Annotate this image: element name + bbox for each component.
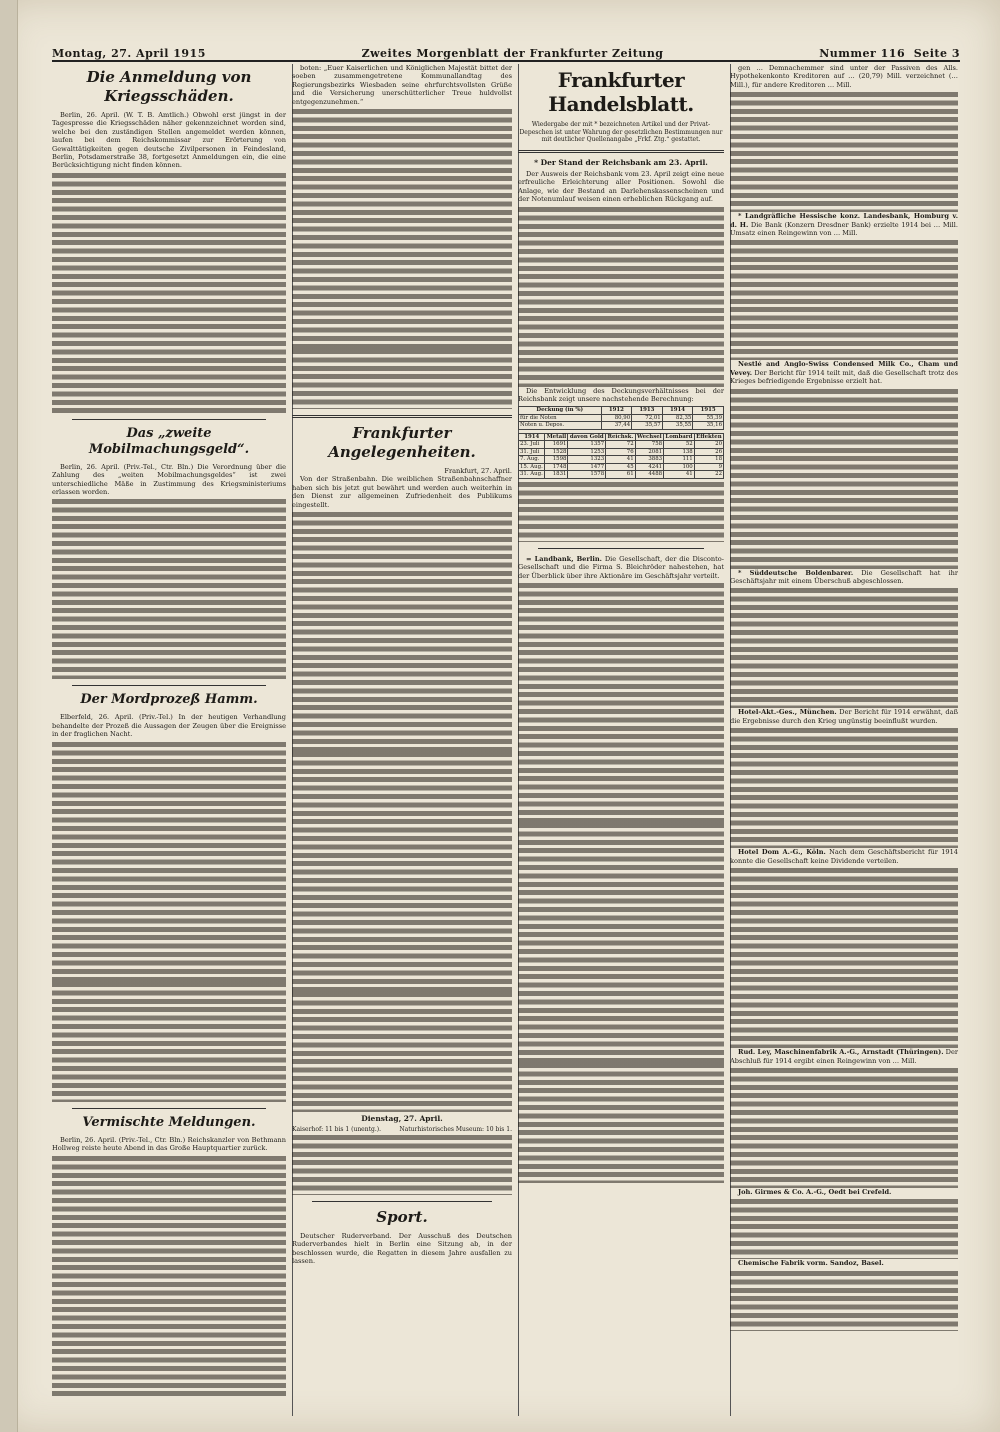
table-row — [519, 422, 724, 430]
column-1 — [52, 64, 293, 1416]
local-news-body — [292, 512, 512, 752]
article-reichsbank-text: Der Ausweis der Reichsbank vom 23. April zeigt eine neue erfreuliche Erleichterung aller Positionen. Sowohl die Anlage, wie der Bestand an Darlehenskassenscheinen und der Notenumlauf weisen einen erheblichen Rückgang auf. — [518, 169, 724, 204]
schedule — [292, 1126, 512, 1134]
table-deckung — [518, 406, 724, 430]
table-header-cell: 1915 — [693, 407, 724, 415]
table-cell: 3883 — [635, 456, 663, 464]
table-cell: 72 — [606, 441, 636, 449]
article-ley-body — [730, 1068, 958, 1188]
table-cell: 1748 — [545, 463, 568, 471]
column-3 — [518, 64, 731, 1416]
article-girmes: Joh. Girmes & Co. A.-G., Oedt bei Crefeld. — [738, 1187, 892, 1196]
article-landbank-text: = Landbank, Berlin. Die Gesellschaft, der die Disconto-Gesellschaft und die Firma S. Bleichröder nahestehen, hat der Überblick über ihre Aktionäre im Geschäftsjahr verteilt. — [518, 554, 724, 580]
article-landesbank: * Landgräfliche Hessische konz. Landesbank, Homburg v. d. H. Die Bank (Konzern Dresdner Bank) erzielte 1914 bei … Mill. Umsatz einen Reingewinn von … Mill. — [730, 212, 958, 238]
table-cell: 138 — [664, 448, 695, 456]
table-cell: 35,16 — [693, 422, 724, 430]
header-page-number: Nummer 116 Seite 3 — [819, 47, 960, 60]
divider — [72, 1108, 266, 1109]
section-divider — [518, 150, 724, 153]
table-cell: 82,35 — [662, 414, 693, 422]
table-cell: 72,01 — [632, 414, 663, 422]
table-cell: 80,90 — [601, 414, 632, 422]
table-cell: 20 — [694, 441, 723, 449]
schedule-right: Naturhistorisches Museum: 10 bis 1. — [399, 1126, 512, 1134]
table-header-cell: 1914 — [519, 433, 545, 441]
table-cell: 41 — [606, 456, 636, 464]
headline-kriegsschaeden: Die Anmeldung von Kriegsschäden. — [86, 68, 252, 105]
table-cell: 23. Juli — [519, 441, 545, 449]
section-divider — [292, 415, 512, 418]
table-cell: 2081 — [635, 448, 663, 456]
article-kriegsschaeden-text: Berlin, 26. April. (W. T. B. Amtlich.) Obwohl erst jüngst in der Tagespresse die Kriegsschäden näher gekennzeichnet worden sind, welche bei den zuständigen Stellen angemeldet werden können, laufen bei dem Reichskommissar zur Erörterung von Gewalttätigkeiten gegen deutsche Zivilpersonen in Feindesland, Berlin, Potsdamerstraße 38, fortgesetzt Anmeldungen ein, die eine Berücksichtigung nicht finden können. — [52, 111, 286, 170]
table-row — [519, 463, 724, 471]
facing-page-margin — [0, 0, 18, 1432]
table-header-cell: Reichsk. — [607, 433, 634, 440]
headline-mordprozess: Der Mordprozeß Hamm. — [80, 692, 258, 708]
article-hotel-dom-body — [730, 868, 958, 1048]
table-cell: 4241 — [635, 463, 663, 471]
table-cell: 1528 — [545, 448, 568, 456]
table-cell: 37,44 — [601, 422, 632, 430]
article-landesbank-body — [730, 240, 958, 360]
handelsblatt-notice: Wiedergabe der mit * bezeichneten Artikel und der Privat-Depeschen ist unter Wahrung der gesetzlichen Bestimmungen nur mit deutlicher Quellenangabe „Frkf. Ztg.“ gestattet. — [519, 121, 723, 143]
article-mobilmachungsgeld-text: Berlin, 26. April. (Priv.-Tel., Ctr. Bln.) Die Verordnung über die Zahlung des „weiten Mobilmachungsgeldes“ ist zwei unterschiedliche Mäße in Zustimmung des Kriegsministeriums erlassen worden. — [52, 462, 286, 497]
table-header-cell: Wechsel — [636, 433, 662, 440]
table-cell: 7. Aug. — [519, 456, 545, 464]
article-vermischte-body — [52, 1156, 286, 1396]
table-cell: 45 — [606, 463, 636, 471]
divider — [312, 1201, 492, 1202]
article-hotel-dom: Hotel Dom A.-G., Köln. Nach dem Geschäftsbericht für 1914 konnte die Gesellschaft keine Dividende verteilen. — [730, 848, 958, 865]
table-cell: 4488 — [635, 471, 663, 479]
table-cell: 22 — [694, 471, 723, 479]
table-cell: 41 — [664, 471, 695, 479]
table-notes — [518, 482, 724, 542]
article-ruderverband-text: Deutscher Ruderverband. Der Ausschuß des Deutschen Ruderverbandes hielt in Berlin eine Sitzung ab, in der beschlossen wurde, die Regatten in diesem Jahre ausfallen zu lassen. — [292, 1231, 512, 1266]
local-news-body-3 — [292, 992, 512, 1112]
article-girmes-body — [730, 1199, 958, 1259]
local-news-body-2 — [292, 752, 512, 992]
column-4 — [730, 64, 958, 1416]
table-cell: 111 — [664, 456, 695, 464]
table-cell: 9 — [694, 463, 723, 471]
article-ley: Rud. Ley, Maschinenfabrik A.-G., Arnstadt (Thüringen). Der Abschluß für 1914 ergibt einen Reingewinn von … Mill. — [730, 1048, 958, 1065]
table-header-cell: davon Gold — [569, 433, 604, 440]
table-cell: 1831 — [545, 471, 568, 479]
table-header-cell: 1913 — [632, 407, 663, 415]
article-continued-body — [292, 109, 512, 349]
divider — [538, 548, 704, 549]
article-continued-body-2 — [292, 349, 512, 409]
table-cell: 1357 — [568, 441, 606, 449]
header-date: Montag, 27. April 1915 — [52, 47, 206, 60]
table-cell: 1323 — [568, 456, 606, 464]
article-continued-text: gen … Demnachemmer sind unter der Passiven des Alls. Hypothekenkonto Kreditoren auf … (20,79) Mill. verzeichnet (… Mill.), für andere Kreditoren … Mill. — [730, 64, 958, 89]
table-deckung-caption: Die Entwicklung des Deckungsverhältnisses bei der Reichsbank zeigt unsere nachstehende Berechnung: — [518, 386, 724, 403]
headline-vermischte: Vermischte Meldungen. — [82, 1114, 256, 1130]
table-reichsbank-positions — [518, 433, 724, 479]
table-cell: 35,55 — [662, 422, 693, 430]
article-sandoz-body — [730, 1271, 958, 1331]
headline-handelsblatt: Frankfurter Handelsblatt. — [548, 68, 694, 116]
divider — [72, 419, 266, 420]
table-cell: 1253 — [568, 448, 606, 456]
article-mordprozess-text: Elberfeld, 26. April. (Priv.-Tel.) In der heutigen Verhandlung behandelte der Prozeß die Aussagen der Zeugen über die Ereignisse in der fraglichen Nacht. — [52, 713, 286, 739]
table-cell: 35,57 — [632, 422, 663, 430]
article-mordprozess-body-2 — [52, 982, 286, 1102]
page-header — [52, 44, 960, 62]
schedule-left: Kaiserhof: 11 bis 1 (unentg.). — [292, 1126, 382, 1134]
article-reichsbank-body — [518, 207, 724, 387]
table-cell: 76 — [606, 448, 636, 456]
table-header-cell: 1914 — [662, 407, 693, 415]
article-boldenbarer: * Süddeutsche Boldenbarer. Die Gesellschaft hat ihr Geschäftsjahr mit einem Überschuß abgeschlossen. — [730, 568, 958, 586]
table-cell: 1691 — [545, 441, 568, 449]
article-landbank-body-2 — [518, 823, 724, 1063]
table-row — [519, 441, 724, 449]
article-kriegsschaeden-body — [52, 173, 286, 413]
article-mobilmachungsgeld-body — [52, 499, 286, 679]
article-hotel-muenchen: Hotel-Akt.-Ges., München. Der Bericht für 1914 erwähnt, daß die Ergebnisse durch den Krieg ungünstig beeinflußt wurden. — [730, 708, 958, 725]
article-nestle-body — [730, 389, 958, 569]
article-nestle: Nestlé and Anglo-Swiss Condensed Milk Co., Cham und Vevey. Der Bericht für 1914 teilt mit, daß die Gesellschaft trotz des Krieges befriedigende Ergebnisse erzielt hat. — [730, 360, 958, 386]
article-mordprozess-body — [52, 742, 286, 982]
table-row — [519, 448, 724, 456]
article-sandoz: Chemische Fabrik vorm. Sandoz, Basel. — [738, 1259, 884, 1268]
table-cell: 61 — [606, 471, 636, 479]
table-header-cell: Effekten — [696, 433, 722, 440]
table-row — [519, 456, 724, 464]
schedule-title: Dienstag, 27. April. — [361, 1114, 443, 1124]
article-strassenbahn-text: Von der Straßenbahn. Die weiblichen Straßenbahnschaffner haben sich bis jetzt gut bewährt und werden auch weiterhin in den Dienst zur allgemeinen Zufriedenheit des Publikums eingestellt. — [292, 475, 512, 509]
table-cell: 26 — [694, 448, 723, 456]
article-wiesbaden-text: boten: „Euer Kaiserlichen und Königlichen Majestät bittet der soeben zusammengetretene Kommunallandtag des Regierungsbezirks Wiesbaden seine ehrfurchtsvollsten Grüße und die Versicherung unerschütterlicher Treue huldvollst entgegenzunehmen.“ — [292, 64, 512, 106]
table-row — [519, 471, 724, 479]
headline-sport: Sport. — [376, 1207, 428, 1226]
table-header-cell: Deckung (in %) — [519, 407, 602, 415]
table-header-cell: 1912 — [601, 407, 632, 415]
table-cell: Noten u. Depos. — [519, 422, 602, 430]
table-header-cell: Lombard — [665, 433, 693, 440]
headline-mobilmachungsgeld: Das „zweite Mobilmachungsgeld“. — [88, 425, 250, 457]
table-header-cell: Metall — [546, 433, 567, 440]
column-2 — [292, 64, 519, 1416]
table-cell: für die Noten — [519, 414, 602, 422]
table-cell: 52 — [664, 441, 695, 449]
table-cell: 31. Juli — [519, 448, 545, 456]
headline-reichsbank: * Der Stand der Reichsbank am 23. April. — [534, 157, 708, 167]
article-landbank-body — [518, 583, 724, 823]
dateline: Frankfurt, 27. April. — [444, 467, 512, 476]
table-cell: 1477 — [568, 463, 606, 471]
table-cell: 1598 — [545, 456, 568, 464]
table-row — [519, 414, 724, 422]
article-vermischte-text: Berlin, 26. April. (Priv.-Tel., Ctr. Bln.) Reichskanzler von Bethmann Hollweg reiste heute Abend in das Große Hauptquartier zurück. — [52, 1135, 286, 1153]
table-cell: 18 — [694, 456, 723, 464]
table-cell: 15. Aug. — [519, 463, 545, 471]
article-boldenbarer-body — [730, 588, 958, 708]
table-cell: 758 — [635, 441, 663, 449]
article-hotel-muenchen-body — [730, 728, 958, 848]
table-cell: 55,39 — [693, 414, 724, 422]
article-landbank-body-3 — [518, 1063, 724, 1183]
header-paper-name: Zweites Morgenblatt der Frankfurter Zeitung — [361, 47, 664, 60]
headline-frankfurter-angelegenheiten: Frankfurter Angelegenheiten. — [328, 424, 476, 462]
divider — [72, 685, 266, 686]
table-cell: 1578 — [568, 471, 606, 479]
table-cell: 100 — [664, 463, 695, 471]
article-continued-body — [730, 92, 958, 212]
table-cell: 31. Aug. — [519, 471, 545, 479]
schedule-body — [292, 1135, 512, 1195]
